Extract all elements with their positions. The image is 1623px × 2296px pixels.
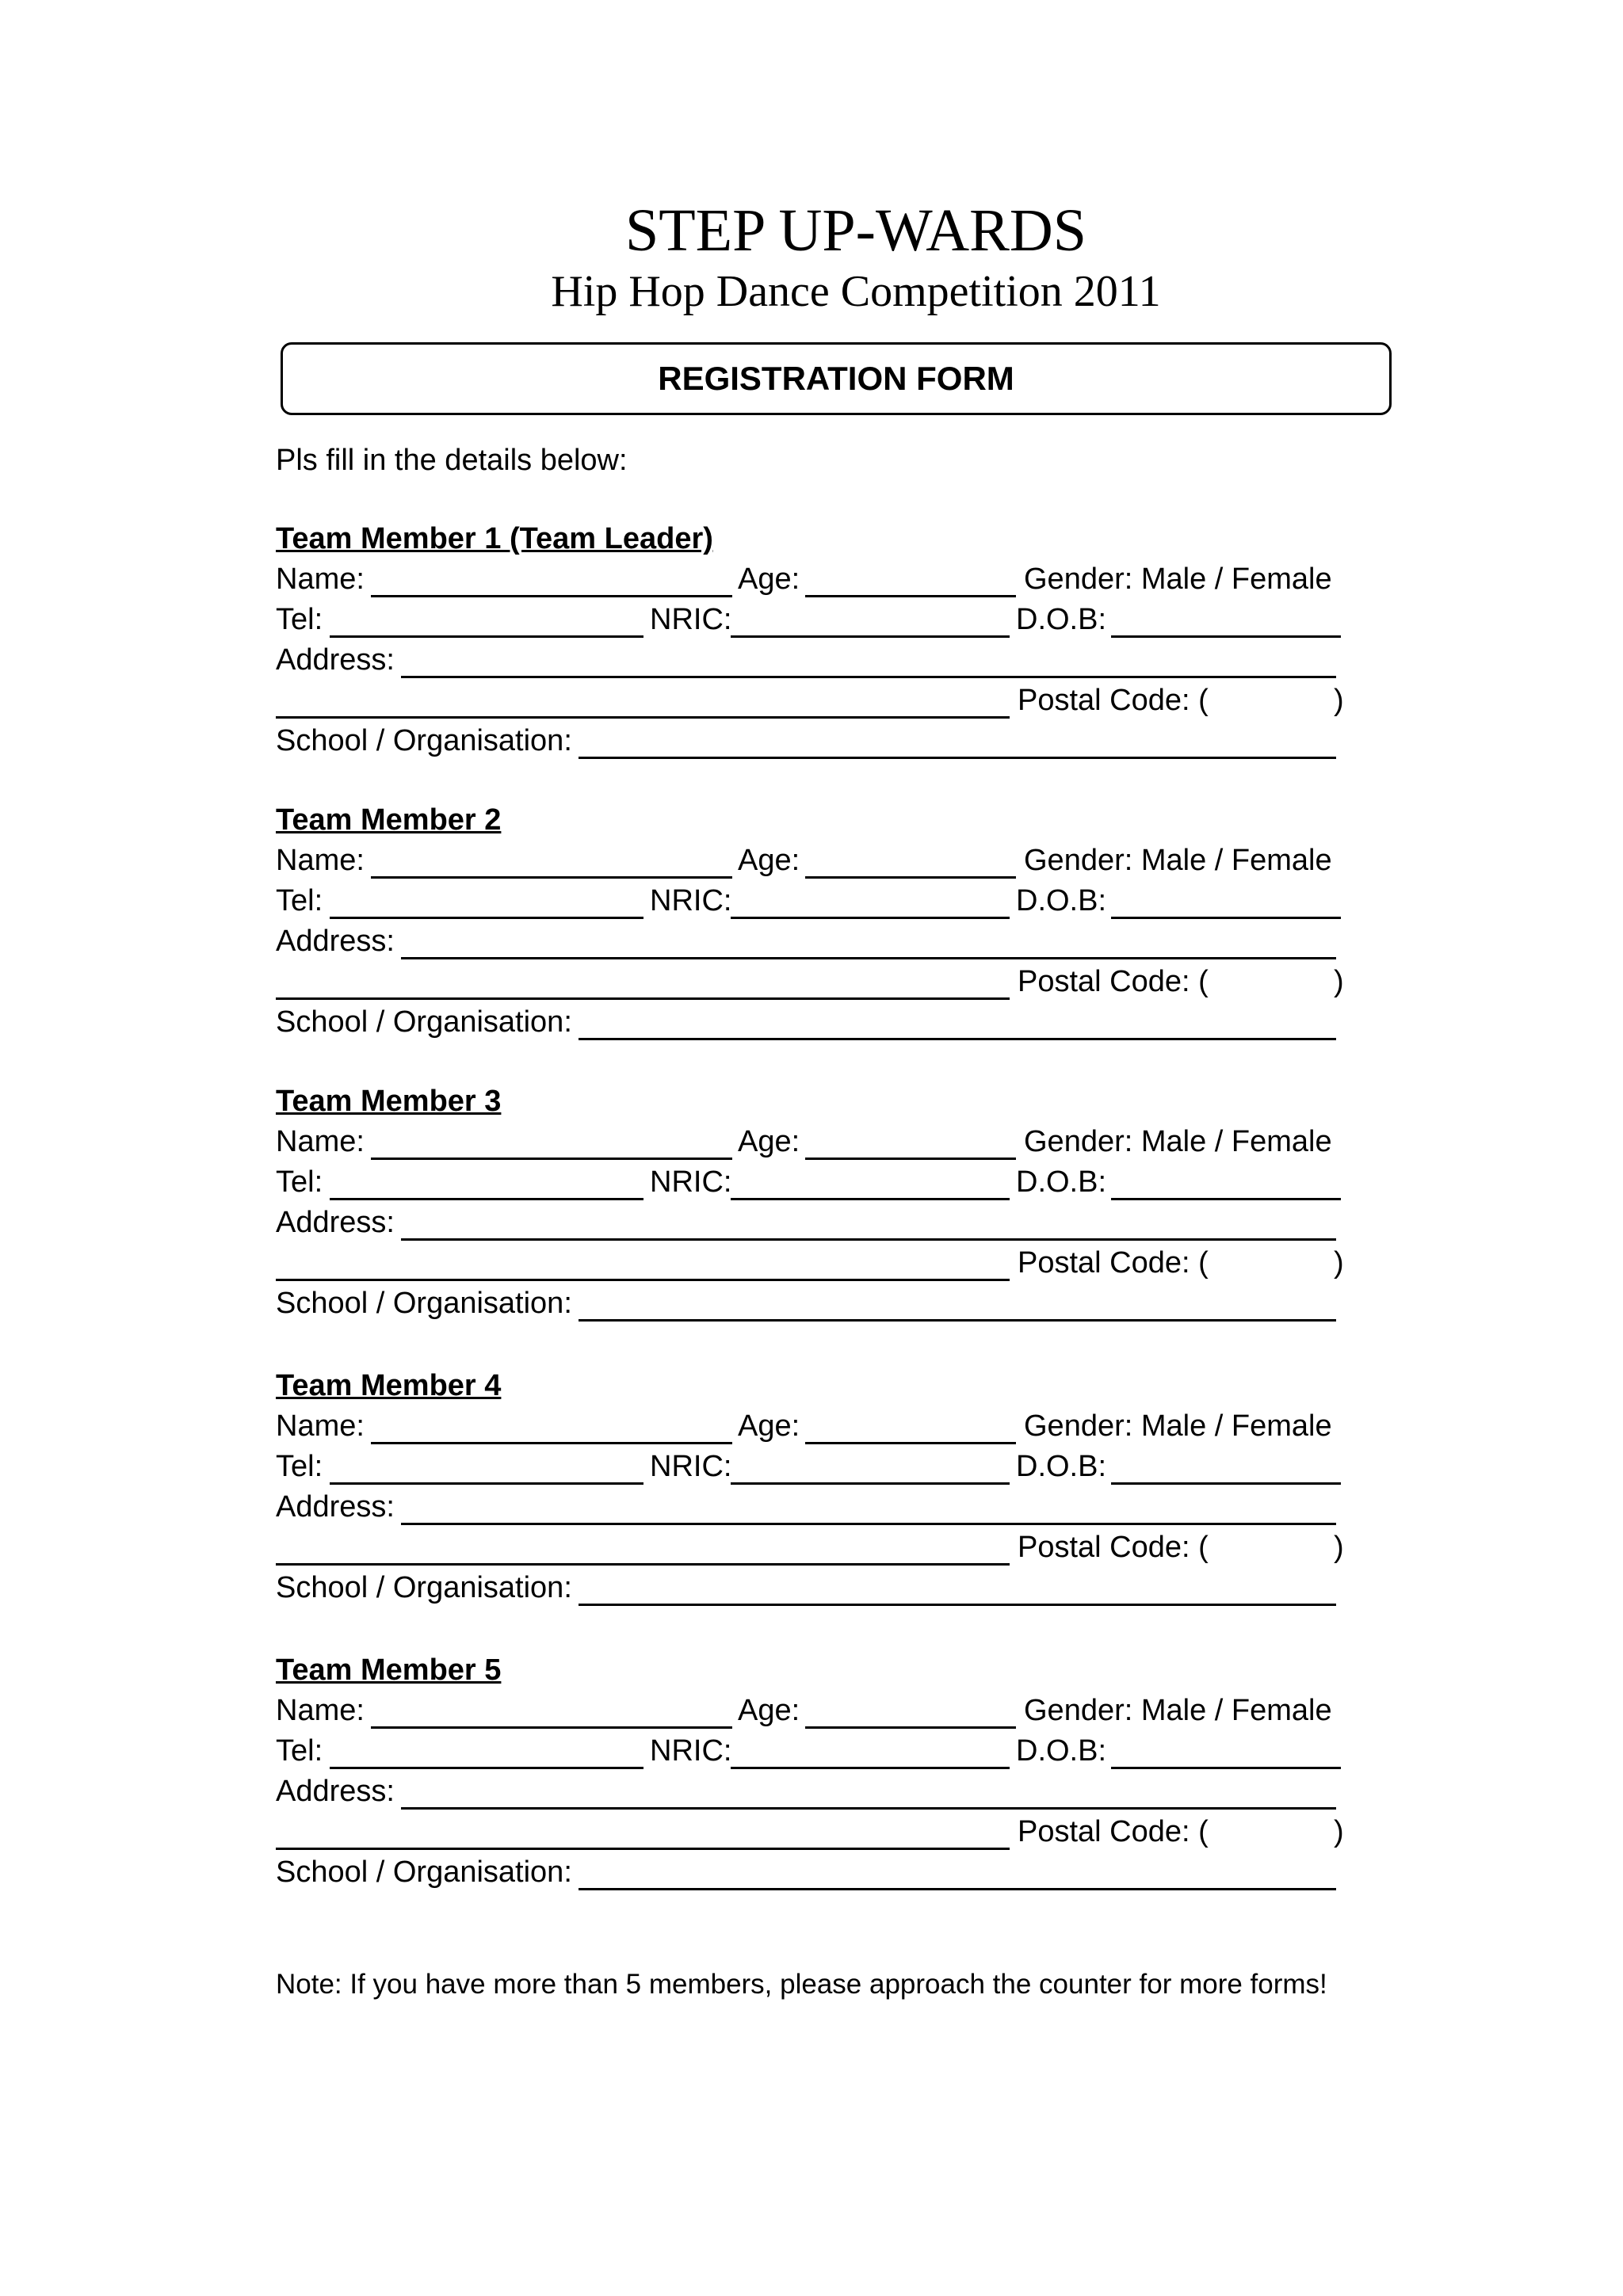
school-row: [276, 1283, 1354, 1324]
address-postal-row: [276, 681, 1354, 721]
address-field[interactable]: [401, 676, 1336, 678]
school-field[interactable]: [579, 757, 1336, 759]
school-field[interactable]: [579, 1888, 1336, 1890]
name-age-gender-row: [276, 559, 1354, 600]
address-postal-row: [276, 1527, 1354, 1568]
form-title: STEP UP-WARDS: [624, 197, 1087, 264]
postal-code-label: Postal Code: (: [1018, 1815, 1209, 1848]
nric-field[interactable]: [731, 1482, 1010, 1485]
postal-code-close: ): [1334, 965, 1344, 998]
tel-nric-dob-row: [276, 881, 1354, 921]
nric-field[interactable]: [731, 1767, 1010, 1769]
nric-label: NRIC:: [650, 884, 732, 917]
address-line-2-field[interactable]: [276, 1563, 1010, 1566]
dob-label: D.O.B:: [1016, 1734, 1107, 1768]
school-label: School / Organisation:: [276, 1855, 572, 1889]
gender-option[interactable]: Gender: Male / Female: [1024, 1125, 1332, 1158]
age-field[interactable]: [805, 876, 1016, 879]
address-row: [276, 1487, 1354, 1527]
intro-text: Pls fill in the details below:: [276, 444, 628, 477]
school-label: School / Organisation:: [276, 1005, 572, 1039]
team-member-heading: Team Member 3: [276, 1085, 502, 1118]
team-member-heading: Team Member 1 (Team Leader): [276, 522, 713, 555]
dob-label: D.O.B:: [1016, 1450, 1107, 1483]
address-postal-row: [276, 1812, 1354, 1852]
school-row: [276, 721, 1354, 761]
form-subtitle: Hip Hop Dance Competition 2011: [551, 267, 1161, 316]
name-field[interactable]: [371, 1726, 732, 1729]
school-label: School / Organisation:: [276, 1571, 572, 1604]
age-field[interactable]: [805, 1726, 1016, 1729]
postal-code-label: Postal Code: (: [1018, 1246, 1209, 1280]
gender-option[interactable]: Gender: Male / Female: [1024, 844, 1332, 877]
dob-label: D.O.B:: [1016, 603, 1107, 636]
address-row: [276, 640, 1354, 681]
nric-label: NRIC:: [650, 1734, 732, 1768]
tel-label: Tel:: [276, 1165, 323, 1199]
team-member-heading: Team Member 5: [276, 1653, 502, 1687]
postal-code-label: Postal Code: (: [1018, 684, 1209, 717]
address-label: Address:: [276, 1490, 395, 1524]
address-field[interactable]: [401, 1238, 1336, 1241]
team-member-5-section: [276, 1650, 1354, 1893]
age-field[interactable]: [805, 1442, 1016, 1444]
name-age-gender-row: [276, 841, 1354, 881]
name-age-gender-row: [276, 1406, 1354, 1447]
school-row: [276, 1852, 1354, 1893]
footer-note: Note: If you have more than 5 members, please approach the counter for more forms!: [276, 1969, 1327, 2000]
nric-field[interactable]: [731, 1198, 1010, 1200]
nric-field[interactable]: [731, 635, 1010, 638]
address-line-2-field[interactable]: [276, 997, 1010, 1000]
address-line-2-field[interactable]: [276, 1279, 1010, 1281]
postal-code-label: Postal Code: (: [1018, 1531, 1209, 1564]
postal-code-label: Postal Code: (: [1018, 965, 1209, 998]
name-label: Name:: [276, 1125, 365, 1158]
tel-label: Tel:: [276, 1450, 323, 1483]
postal-code-close: ): [1334, 1815, 1344, 1848]
dob-field[interactable]: [1111, 917, 1341, 919]
dob-label: D.O.B:: [1016, 884, 1107, 917]
school-label: School / Organisation:: [276, 1287, 572, 1320]
address-line-2-field[interactable]: [276, 716, 1010, 719]
age-field[interactable]: [805, 1158, 1016, 1160]
address-label: Address:: [276, 1775, 395, 1808]
team-member-heading: Team Member 4: [276, 1369, 502, 1402]
school-field[interactable]: [579, 1604, 1336, 1606]
age-label: Age:: [738, 1694, 800, 1727]
address-field[interactable]: [401, 1807, 1336, 1810]
tel-nric-dob-row: [276, 1447, 1354, 1487]
tel-nric-dob-row: [276, 1731, 1354, 1772]
address-field[interactable]: [401, 957, 1336, 959]
address-row: [276, 1203, 1354, 1243]
tel-field[interactable]: [330, 917, 643, 919]
tel-field[interactable]: [330, 1198, 643, 1200]
registration-form-label: REGISTRATION FORM: [658, 360, 1014, 397]
name-field[interactable]: [371, 1442, 732, 1444]
nric-label: NRIC:: [650, 1450, 732, 1483]
nric-label: NRIC:: [650, 603, 732, 636]
tel-nric-dob-row: [276, 1162, 1354, 1203]
school-label: School / Organisation:: [276, 724, 572, 757]
address-label: Address:: [276, 925, 395, 958]
age-label: Age:: [738, 1125, 800, 1158]
gender-option[interactable]: Gender: Male / Female: [1024, 1409, 1332, 1443]
gender-option[interactable]: Gender: Male / Female: [1024, 1694, 1332, 1727]
school-row: [276, 1002, 1354, 1043]
tel-field[interactable]: [330, 1767, 643, 1769]
dob-field[interactable]: [1111, 1767, 1341, 1769]
age-label: Age:: [738, 844, 800, 877]
nric-field[interactable]: [731, 917, 1010, 919]
name-age-gender-row: [276, 1122, 1354, 1162]
age-field[interactable]: [805, 595, 1016, 597]
tel-nric-dob-row: [276, 600, 1354, 640]
postal-code-close: ): [1334, 684, 1344, 717]
name-label: Name:: [276, 844, 365, 877]
address-label: Address:: [276, 643, 395, 677]
school-field[interactable]: [579, 1319, 1336, 1322]
age-label: Age:: [738, 563, 800, 596]
address-label: Address:: [276, 1206, 395, 1239]
name-label: Name:: [276, 1409, 365, 1443]
address-row: [276, 921, 1354, 962]
address-line-2-field[interactable]: [276, 1848, 1010, 1850]
age-label: Age:: [738, 1409, 800, 1443]
team-member-4-section: [276, 1366, 1354, 1608]
tel-field[interactable]: [330, 1482, 643, 1485]
tel-field[interactable]: [330, 635, 643, 638]
name-field[interactable]: [371, 595, 732, 597]
team-member-1-section: [276, 519, 1354, 761]
address-postal-row: [276, 1243, 1354, 1283]
tel-label: Tel:: [276, 603, 323, 636]
team-member-3-section: [276, 1081, 1354, 1324]
name-age-gender-row: [276, 1691, 1354, 1731]
dob-field[interactable]: [1111, 635, 1341, 638]
dob-label: D.O.B:: [1016, 1165, 1107, 1199]
name-label: Name:: [276, 563, 365, 596]
address-row: [276, 1772, 1354, 1812]
postal-code-close: ): [1334, 1246, 1344, 1280]
nric-label: NRIC:: [650, 1165, 732, 1199]
address-postal-row: [276, 962, 1354, 1002]
dob-field[interactable]: [1111, 1198, 1341, 1200]
postal-code-close: ): [1334, 1531, 1344, 1564]
name-field[interactable]: [371, 876, 732, 879]
school-row: [276, 1568, 1354, 1608]
dob-field[interactable]: [1111, 1482, 1341, 1485]
tel-label: Tel:: [276, 884, 323, 917]
gender-option[interactable]: Gender: Male / Female: [1024, 563, 1332, 596]
team-member-2-section: [276, 800, 1354, 1043]
name-label: Name:: [276, 1694, 365, 1727]
registration-form-banner: [281, 342, 1392, 415]
team-member-heading: Team Member 2: [276, 803, 502, 837]
address-field[interactable]: [401, 1523, 1336, 1525]
tel-label: Tel:: [276, 1734, 323, 1768]
name-field[interactable]: [371, 1158, 732, 1160]
school-field[interactable]: [579, 1038, 1336, 1040]
